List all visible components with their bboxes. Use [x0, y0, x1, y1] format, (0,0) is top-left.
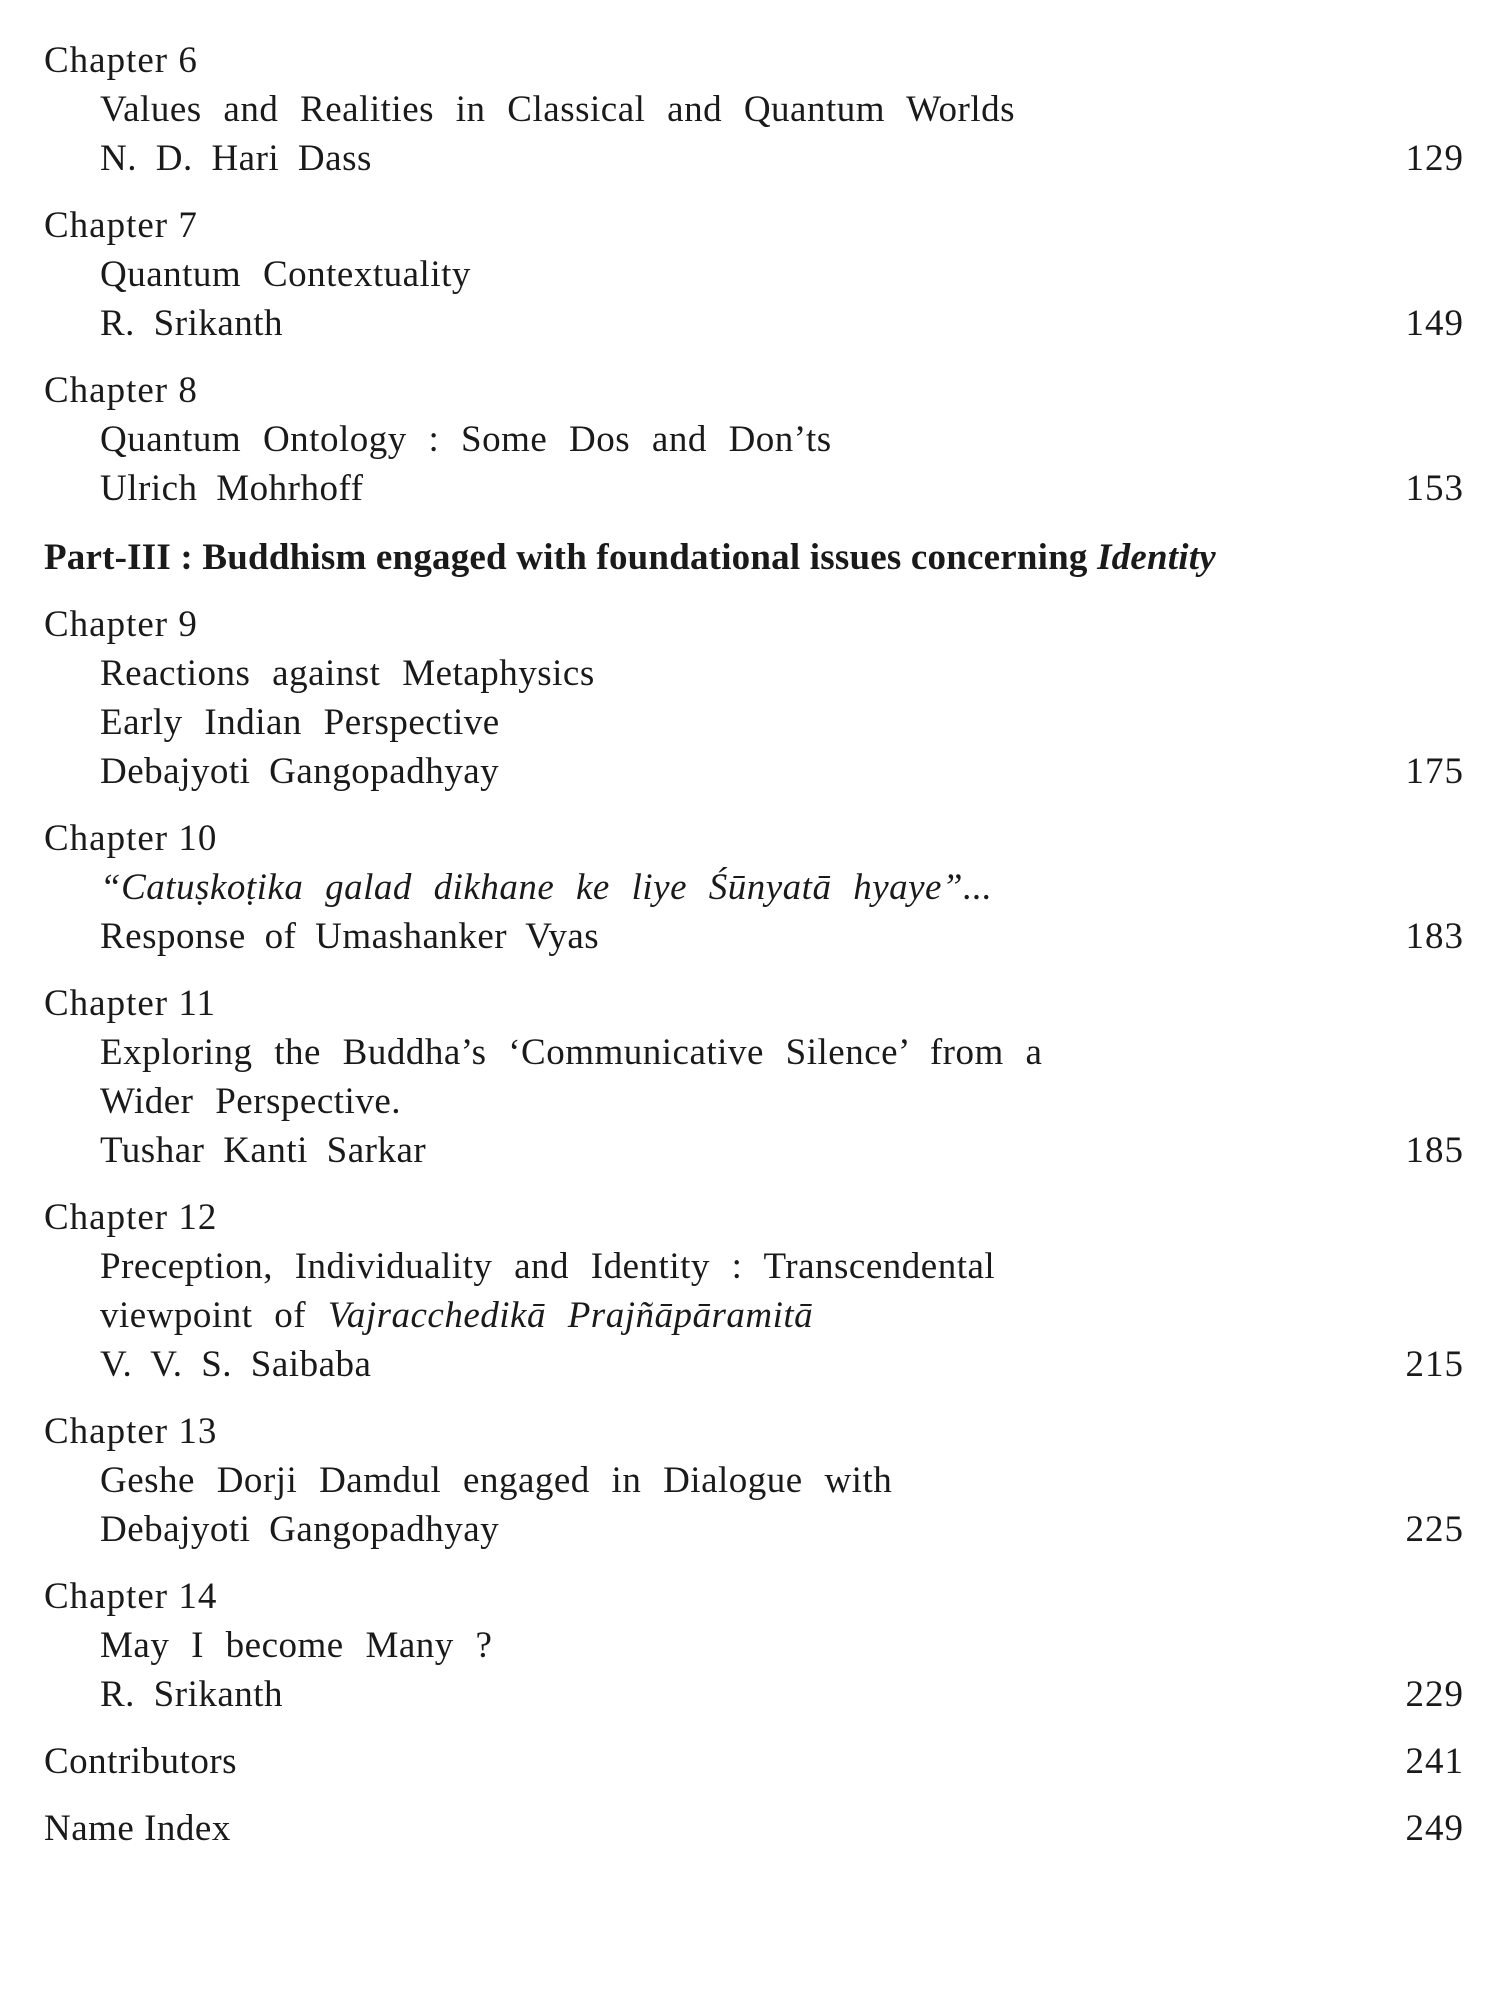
part-heading-text: Part-III : Buddhism engaged with foundational issues concerning [44, 537, 1098, 578]
toc-entry-chapter-11[interactable] [44, 979, 1464, 1175]
chapter-label: Chapter 11 [44, 983, 217, 1024]
toc-entry-contributors[interactable] [44, 1737, 1464, 1786]
toc-entry-chapter-13[interactable] [44, 1407, 1464, 1554]
toc-entry-chapter-8[interactable] [44, 366, 1464, 513]
page-number: 241 [1405, 1741, 1464, 1782]
chapter-author: Ulrich Mohrhoff [100, 468, 364, 509]
chapter-label: Chapter 7 [44, 205, 198, 246]
chapter-title: Quantum Ontology : Some Dos and Don’ts [100, 419, 832, 460]
page-number: 225 [1405, 1509, 1464, 1550]
chapter-label: Chapter 12 [44, 1197, 218, 1238]
chapter-label: Chapter 9 [44, 604, 198, 645]
chapter-title: Exploring the Buddha’s ‘Communicative Silence’ from a [100, 1032, 1043, 1073]
chapter-author: N. D. Hari Dass [100, 138, 372, 179]
page-number: 249 [1405, 1808, 1464, 1849]
chapter-author: Tushar Kanti Sarkar [100, 1130, 427, 1171]
page-number: 183 [1405, 916, 1464, 957]
chapter-label: Chapter 8 [44, 370, 198, 411]
chapter-title: Values and Realities in Classical and Quantum Worlds [100, 89, 1016, 130]
chapter-title: Quantum Contextuality [100, 254, 471, 295]
toc-entry-chapter-9[interactable] [44, 600, 1464, 796]
entry-label: Name Index [44, 1808, 231, 1849]
toc-entry-chapter-10[interactable] [44, 814, 1464, 961]
page-number: 175 [1405, 751, 1464, 792]
chapter-label: Chapter 6 [44, 40, 198, 81]
chapter-author: R. Srikanth [100, 303, 284, 344]
page-number: 215 [1405, 1344, 1464, 1385]
toc-entry-name-index[interactable] [44, 1804, 1464, 1853]
chapter-subtitle: Early Indian Perspective [100, 702, 500, 743]
chapter-label: Chapter 14 [44, 1576, 218, 1617]
chapter-author: V. V. S. Saibaba [100, 1344, 372, 1385]
toc-entry-chapter-7[interactable] [44, 201, 1464, 348]
chapter-title: May I become Many ? [100, 1625, 493, 1666]
entry-label: Contributors [44, 1741, 238, 1782]
chapter-label: Chapter 13 [44, 1411, 218, 1452]
chapter-title: Reactions against Metaphysics [100, 653, 595, 694]
chapter-label: Chapter 10 [44, 818, 218, 859]
part-heading [44, 533, 1464, 582]
chapter-title-italic: Vajracchedikā Prajñāpāramitā [327, 1295, 814, 1336]
chapter-title-cont-text: viewpoint of [100, 1295, 328, 1336]
chapter-author: Response of Umashanker Vyas [100, 916, 600, 957]
chapter-author: Debajyoti Gangopadhyay [100, 1509, 500, 1550]
chapter-title-cont [100, 1291, 1464, 1340]
toc-entry-chapter-6[interactable] [44, 36, 1464, 183]
chapter-title: Preception, Individuality and Identity : Transcendental [100, 1246, 996, 1287]
chapter-title-cont: Wider Perspective. [100, 1081, 402, 1122]
chapter-title: “Catuṣkoṭika galad dikhane ke liye Śūnyatā hyaye”... [100, 867, 993, 908]
page-number: 129 [1405, 138, 1464, 179]
page-number: 153 [1405, 468, 1464, 509]
part-heading-italic: Identity [1097, 537, 1216, 578]
chapter-author: R. Srikanth [100, 1674, 284, 1715]
page-number: 185 [1405, 1130, 1464, 1171]
page-number: 149 [1405, 303, 1464, 344]
toc-entry-chapter-12[interactable] [44, 1193, 1464, 1389]
toc-entry-chapter-14[interactable] [44, 1572, 1464, 1719]
chapter-title: Geshe Dorji Damdul engaged in Dialogue with [100, 1460, 893, 1501]
chapter-author: Debajyoti Gangopadhyay [100, 751, 500, 792]
page-number: 229 [1405, 1674, 1464, 1715]
